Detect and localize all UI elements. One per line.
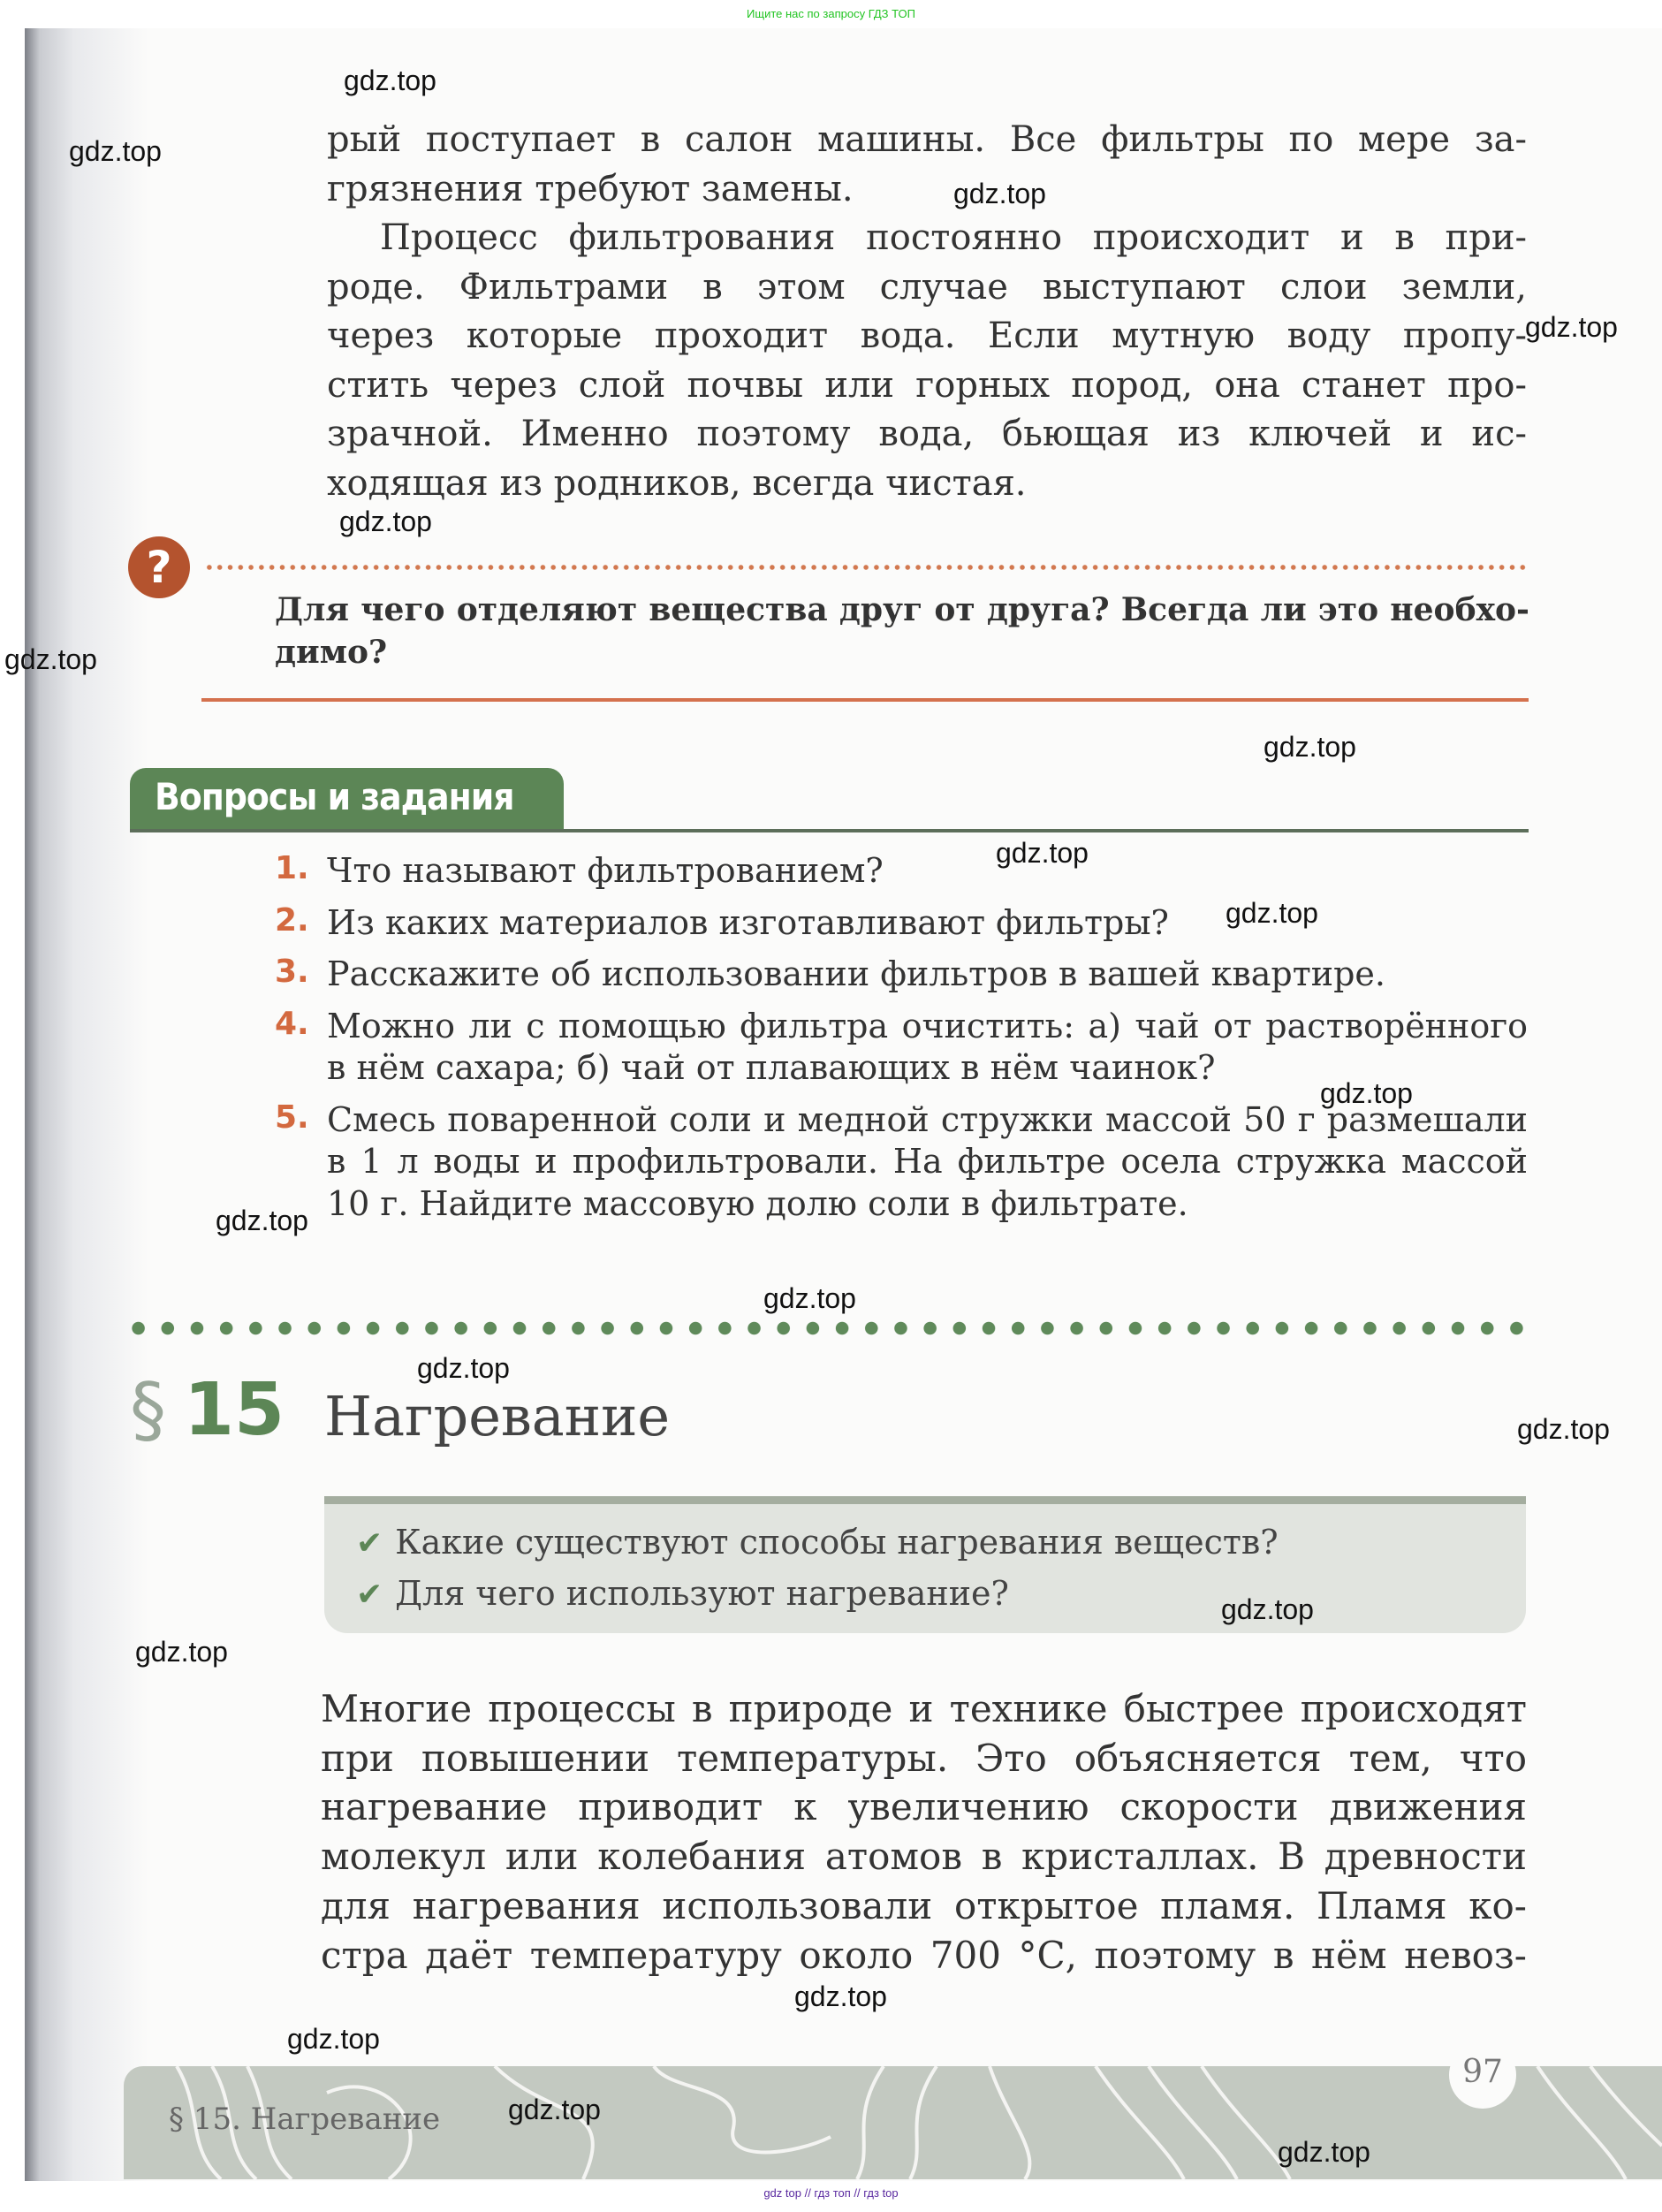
section-title: Нагревание [324,1384,671,1448]
watermark: gdz.top [953,178,1046,209]
divider [201,698,1529,702]
text-line: нагревание приводит к увеличению скорости движения [321,1785,1527,1829]
page-number: 97 [1449,2041,1516,2109]
footer-section-title: § 15. Нагревание [169,2102,441,2137]
section-goals [324,1496,1526,1633]
text-line: Процесс фильтрования постоянно происходит и в при- [380,217,1527,258]
watermark: gdz.top [1320,1077,1413,1109]
list-item [275,902,1528,945]
text-line: через которые проходит вода. Если мутную воду пропу- [327,315,1527,356]
text-line: рый поступает в салон машины. Все фильтры по мере за- [327,119,1527,160]
watermark: gdz.top [135,1636,228,1668]
text-line: молекул или колебания атомов в кристаллах. В древности [321,1835,1527,1879]
watermark: gdz.top [4,643,97,675]
section-number [130,1368,285,1452]
item-number: 5. [275,1098,309,1136]
watermark: gdz.top [339,505,432,537]
text-line: Многие процессы в природе и технике быстрее происходят [321,1687,1527,1730]
text-line: Для чего отделяют вещества друг от друга? Всегда ли это необхо- [275,591,1529,628]
text-line: 10 г. Найдите массовую долю соли в фильтрате. [327,1183,1188,1223]
item-number: 1. [275,850,309,886]
check-icon: ✔ [356,1577,383,1613]
text-line: в нём сахара; б) чай от плавающих в нём чаинок? [327,1048,1216,1087]
list-item [275,954,1528,996]
watermark: gdz.top [216,1205,308,1236]
goal-item [324,1516,1526,1568]
text-line: Что называют фильтрованием? [327,851,884,890]
item-number: 2. [275,901,309,939]
goal-text: Какие существуют способы нагревания веществ? [395,1523,1279,1562]
page-footer [124,2066,1662,2179]
text-line: стра даёт температуру около 700 °С, поэтому в нём невоз- [321,1933,1527,1977]
watermark: gdz.top [1278,2136,1370,2168]
watermark: gdz.top [996,837,1089,869]
check-icon: ✔ [356,1525,383,1562]
watermark: gdz.top [344,65,436,96]
task-list [275,850,1528,1235]
section-num: 15 [184,1368,285,1452]
text-line: стить через слой почвы или горных пород, она станет про- [327,364,1527,406]
text-line: в 1 л воды и профильтровали. На фильтре осела стружка массой [327,1142,1528,1181]
section-divider [124,1320,1530,1336]
watermark: gdz.top [287,2023,380,2055]
watermark: gdz.top [1517,1413,1610,1445]
watermark: gdz.top [1525,311,1618,343]
divider [130,829,1529,832]
text-line: ходящая из родников, всегда чистая. [327,462,1027,504]
page-spine-shadow [25,28,148,2181]
text-line: Смесь поваренной соли и медной стружки массой 50 г размешали [327,1099,1528,1139]
watermark: gdz.top [763,1282,856,1314]
text-line: грязнения требуют замены. [327,168,854,209]
goal-text: Для чего используют нагревание? [395,1574,1009,1613]
body-paragraph [321,1684,1527,1980]
text-line: димо? [275,634,388,671]
goal-item [324,1568,1526,1619]
watermark: gdz.top [794,1980,887,2012]
dotted-divider [204,565,1529,570]
watermark: gdz.top [1264,731,1356,763]
section-symbol: § [130,1368,166,1452]
item-number: 4. [275,1005,309,1042]
list-item [275,850,1528,893]
bottom-watermark: gdz top // гдз топ // гдз top [763,2186,899,2200]
text-line: Расскажите об использовании фильтров в вашей квартире. [327,954,1385,993]
item-number: 3. [275,954,309,990]
list-item [275,1099,1528,1226]
text-line: при повышении температуры. Это объясняется тем, что [321,1736,1527,1780]
watermark: gdz.top [1221,1593,1314,1625]
text-line: Можно ли с помощью фильтра очистить: а) чай от растворённого [327,1006,1528,1045]
intro-paragraph [327,116,1527,508]
search-hint: Ищите нас по запросу ГДЗ ТОП [747,7,915,20]
tasks-heading: Вопросы и задания [130,768,564,830]
question-icon: ? [128,536,190,598]
text-line: для нагревания использовали открытое пламя. Пламя ко- [321,1883,1527,1927]
text-line: роде. Фильтрами в этом случае выступают слои земли, [327,266,1527,308]
watermark: gdz.top [417,1352,510,1384]
review-question [275,589,1529,673]
text-line: Из каких материалов изготавливают фильтры? [327,902,1169,942]
watermark: gdz.top [1226,897,1318,929]
watermark: gdz.top [69,135,162,167]
watermark: gdz.top [508,2094,601,2125]
text-line: зрачной. Именно поэтому вода, бьющая из ключей и ис- [327,414,1527,454]
